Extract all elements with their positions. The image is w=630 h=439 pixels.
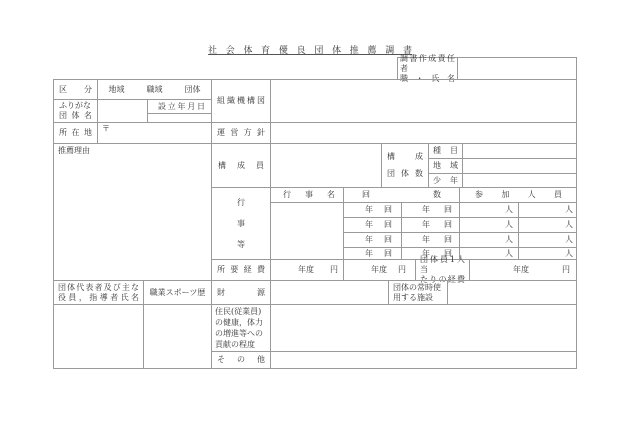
postal-mark-icon: 〒 bbox=[102, 124, 110, 133]
events-header-count bbox=[343, 187, 460, 203]
member-group-sport-label bbox=[428, 143, 463, 159]
year-unit: 年 bbox=[422, 235, 430, 244]
category-option-group[interactable]: 団体 bbox=[184, 84, 201, 94]
members-label-text: 構成員 bbox=[218, 160, 264, 170]
responsible-label-line2: 職・氏名 bbox=[400, 73, 455, 83]
representatives-label-line2: 役員，指導者氏名 bbox=[58, 292, 139, 302]
event-row-3-count-2[interactable] bbox=[401, 232, 460, 248]
fiscal-year-unit: 年度 bbox=[513, 265, 529, 274]
member-group-area-label bbox=[428, 158, 463, 174]
address-field[interactable] bbox=[97, 122, 212, 144]
per-member-expense-field[interactable] bbox=[469, 259, 577, 281]
event-row-1-count-1[interactable] bbox=[343, 202, 402, 218]
events-header-count-right: 数 bbox=[433, 190, 441, 199]
member-group-area-field[interactable] bbox=[462, 158, 577, 174]
reason-field[interactable] bbox=[53, 143, 212, 281]
member-group-sport-field[interactable] bbox=[462, 143, 577, 159]
member-group-area-label-text: 地域 bbox=[433, 161, 458, 170]
reason-label: 推薦理由 bbox=[58, 146, 90, 155]
category-options bbox=[97, 79, 212, 100]
representatives-field[interactable] bbox=[53, 304, 144, 369]
other-field[interactable] bbox=[270, 351, 577, 369]
contribution-label-line: の増進等への bbox=[215, 329, 263, 338]
policy-label-text: 運営方針 bbox=[217, 128, 265, 137]
representatives-label bbox=[53, 280, 144, 305]
event-row-2-count-1[interactable] bbox=[343, 217, 402, 233]
events-header-name bbox=[270, 187, 344, 203]
event-row-1-people-2[interactable] bbox=[518, 202, 577, 218]
address-label bbox=[53, 122, 98, 144]
contribution-label bbox=[211, 304, 271, 352]
events-label-char: 等 bbox=[237, 239, 245, 249]
policy-label bbox=[211, 122, 271, 144]
career-field[interactable] bbox=[143, 304, 212, 369]
people-unit: 人 bbox=[565, 248, 573, 258]
event-row-1-people-1[interactable] bbox=[459, 202, 519, 218]
people-unit: 人 bbox=[505, 235, 513, 244]
expenses-year-2-field[interactable] bbox=[343, 259, 416, 281]
expenses-label-text: 所要経費 bbox=[217, 265, 265, 274]
times-unit: 回 bbox=[384, 220, 392, 229]
event-row-2-people-1[interactable] bbox=[459, 217, 519, 233]
org-chart-field[interactable] bbox=[270, 79, 577, 123]
per-member-expense-label bbox=[415, 255, 470, 284]
other-label bbox=[211, 351, 271, 369]
events-header-participants bbox=[459, 187, 577, 203]
policy-field[interactable] bbox=[270, 122, 577, 144]
career-label: 職業スポーツ歴 bbox=[143, 280, 212, 305]
year-unit: 年 bbox=[422, 205, 430, 214]
event-row-1-count-2[interactable] bbox=[401, 202, 460, 218]
other-label-text: その他 bbox=[217, 355, 265, 364]
people-unit: 人 bbox=[505, 220, 513, 229]
responsible-label bbox=[397, 53, 458, 83]
org-chart-label-text: 組織機構図 bbox=[217, 96, 265, 105]
times-unit: 回 bbox=[444, 235, 452, 244]
member-group-sport-label-text: 種目 bbox=[433, 146, 458, 155]
category-option-workplace[interactable]: 職域 bbox=[146, 84, 163, 94]
events-header-participants-text: 参加人員 bbox=[475, 190, 562, 199]
per-member-expense-label-line1: 団体員1人当 bbox=[420, 255, 465, 274]
fiscal-year-unit: 年度 bbox=[298, 265, 314, 274]
funding-label bbox=[211, 280, 271, 305]
contribution-field[interactable] bbox=[270, 304, 577, 352]
representatives-label-line1: 団体代表者及び主な bbox=[58, 282, 139, 292]
furigana-label: ふりがな bbox=[59, 101, 91, 110]
member-groups-label-line1: 構成 bbox=[387, 152, 423, 161]
member-groups-label-line2: 団体数 bbox=[387, 169, 423, 178]
times-unit: 回 bbox=[444, 248, 452, 258]
responsible-label-line1: 調書作成責任者 bbox=[400, 53, 455, 73]
org-name-label bbox=[53, 99, 98, 123]
responsible-field[interactable] bbox=[457, 57, 577, 80]
org-name-field[interactable] bbox=[97, 99, 148, 123]
facility-label-line1: 団体の常時使 bbox=[393, 282, 441, 292]
members-label bbox=[211, 143, 271, 188]
event-row-2-count-2[interactable] bbox=[401, 217, 460, 233]
category-label-text: 区分 bbox=[59, 84, 92, 94]
events-label-char: 事 bbox=[237, 218, 245, 228]
expenses-label bbox=[211, 259, 271, 281]
contribution-label-line: の健康，体力 bbox=[215, 317, 263, 327]
address-label-text: 所在地 bbox=[59, 128, 92, 137]
members-field[interactable] bbox=[270, 143, 382, 188]
year-unit: 年 bbox=[365, 220, 373, 229]
event-row-3-count-1[interactable] bbox=[343, 232, 402, 248]
event-row-3-people-1[interactable] bbox=[459, 232, 519, 248]
year-unit: 年 bbox=[365, 235, 373, 244]
per-member-expense-label-line2: たりの経費 bbox=[420, 275, 465, 284]
established-label bbox=[147, 99, 212, 114]
fiscal-year-unit: 年度 bbox=[371, 265, 387, 274]
member-group-youth-field[interactable] bbox=[462, 173, 577, 188]
times-unit: 回 bbox=[444, 205, 452, 214]
event-row-2-people-2[interactable] bbox=[518, 217, 577, 233]
yen-unit: 円 bbox=[398, 265, 406, 274]
org-chart-label bbox=[211, 79, 271, 123]
year-unit: 年 bbox=[422, 248, 430, 258]
people-unit: 人 bbox=[565, 235, 573, 244]
funding-label-text: 財源 bbox=[217, 287, 265, 297]
established-label-text: 設立年月日 bbox=[158, 101, 205, 111]
facility-label-line2: 用する施設 bbox=[393, 292, 433, 302]
people-unit: 人 bbox=[505, 205, 513, 214]
funding-field[interactable] bbox=[270, 280, 389, 305]
people-unit: 人 bbox=[565, 220, 573, 229]
yen-unit: 円 bbox=[562, 265, 570, 274]
events-label bbox=[211, 187, 271, 260]
category-option-area[interactable]: 地域 bbox=[108, 84, 125, 94]
times-unit: 回 bbox=[384, 205, 392, 214]
facility-label bbox=[388, 280, 448, 305]
member-group-youth-label-text: 少年 bbox=[433, 175, 458, 185]
org-name-label-text: 団体名 bbox=[59, 111, 92, 120]
member-group-youth-label bbox=[428, 173, 463, 188]
year-unit: 年 bbox=[422, 220, 430, 229]
times-unit: 回 bbox=[384, 248, 392, 258]
events-header-name-text: 行事名 bbox=[283, 190, 335, 199]
year-unit: 年 bbox=[365, 248, 373, 258]
member-groups-label bbox=[381, 143, 429, 188]
people-unit: 人 bbox=[505, 248, 513, 258]
events-name-field[interactable] bbox=[270, 202, 344, 260]
people-unit: 人 bbox=[565, 205, 573, 214]
contribution-label-line: 貢献の程度 bbox=[215, 340, 255, 350]
times-unit: 回 bbox=[444, 220, 452, 229]
yen-unit: 円 bbox=[330, 265, 338, 274]
event-row-3-people-2[interactable] bbox=[518, 232, 577, 248]
facility-field[interactable] bbox=[447, 280, 577, 305]
events-header-count-left: 回 bbox=[362, 190, 370, 199]
times-unit: 回 bbox=[384, 235, 392, 244]
category-label bbox=[53, 79, 98, 100]
contribution-label-line: 住民(従業員) bbox=[215, 306, 262, 316]
expenses-year-1-field[interactable] bbox=[270, 259, 344, 281]
year-unit: 年 bbox=[365, 205, 373, 214]
events-label-char: 行 bbox=[237, 197, 245, 207]
form-title: 社会体育優良団体推薦調書 bbox=[208, 43, 412, 55]
